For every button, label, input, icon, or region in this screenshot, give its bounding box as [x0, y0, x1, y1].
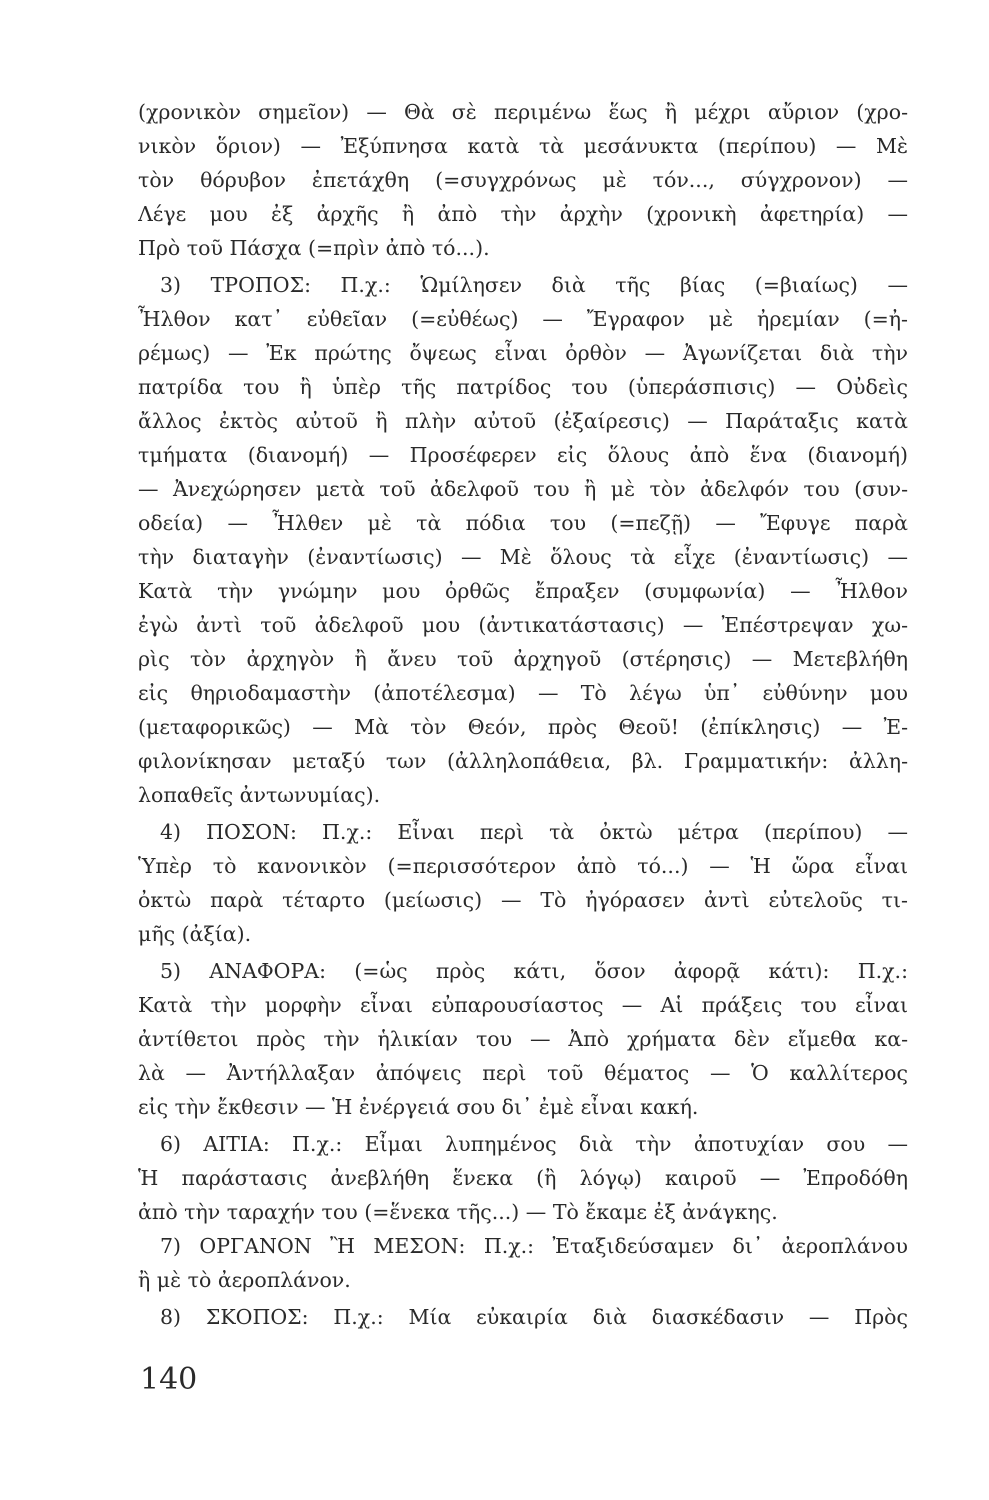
text-line: ἢ μὲ τὸ ἀεροπλάνον. [138, 1268, 351, 1292]
section-heading-line: 8) ΣΚΟΠΟΣ: Π.χ.: Μία εὐκαιρία διὰ διασκέδασιν — Πρὸς [160, 1305, 908, 1329]
text-line: πατρίδα του ἢ ὑπὲρ τῆς πατρίδος του (ὑπεράσπισις) — Οὐδεὶς [138, 375, 908, 399]
text-line: εἰς τὴν ἔκθεσιν — Ἡ ἐνέργειά σου δι᾽ ἐμὲ εἶναι κακή. [138, 1095, 699, 1119]
text-line: ἄλλος ἐκτὸς αὐτοῦ ἢ πλὴν αὐτοῦ (ἐξαίρεσις) — Παράταξις κατὰ [138, 409, 908, 433]
text-line: εἰς θηριοδαμαστὴν (ἀποτέλεσμα) — Τὸ λέγω ὑπ᾽ εὐθύνην μου [138, 681, 908, 705]
text-line: Κατὰ τὴν μορφὴν εἶναι εὐπαρουσίαστος — Αἱ πράξεις του εἶναι [138, 993, 908, 1017]
text-line: ἀντίθετοι πρὸς τὴν ἡλικίαν του — Ἀπὸ χρήματα δὲν εἴμεθα κα- [138, 1027, 908, 1051]
text-line: φιλονίκησαν μεταξύ των (ἀλληλοπάθεια, βλ. Γραμματικήν: ἀλλη- [138, 749, 908, 773]
section-heading-line: 3) ΤΡΟΠΟΣ: Π.χ.: Ὡμίλησεν διὰ τῆς βίας (=βιαίως) — [160, 273, 908, 297]
text-line: Ἡ παράστασις ἀνεβλήθη ἕνεκα (ἢ λόγῳ) καιροῦ — Ἐπροδόθη [138, 1166, 908, 1190]
text-line: μῆς (ἀξία). [138, 922, 252, 946]
text-line: τμήματα (διανομή) — Προσέφερεν εἰς ὅλους ἀπὸ ἕνα (διανομή) [138, 443, 908, 467]
text-line: Κατὰ τὴν γνώμην μου ὀρθῶς ἔπραξεν (συμφωνία) — Ἦλθον [138, 579, 908, 603]
text-line: λοπαθεῖς ἀντωνυμίας). [138, 783, 381, 807]
section-heading-line: 5) ΑΝΑΦΟΡΑ: (=ὡς πρὸς κάτι, ὅσον ἀφορᾷ κάτι): Π.χ.: [160, 959, 908, 983]
text-line: Πρὸ τοῦ Πάσχα (=πρὶν ἀπὸ τό...). [138, 236, 490, 260]
text-line: ἀπὸ τὴν ταραχήν του (=ἕνεκα τῆς...) — Τὸ ἔκαμε ἐξ ἀνάγκης. [138, 1200, 778, 1224]
text-line: — Ἀνεχώρησεν μετὰ τοῦ ἀδελφοῦ του ἢ μὲ τὸν ἀδελφόν του (συν- [138, 477, 908, 501]
text-line: (χρονικὸν σημεῖον) — Θὰ σὲ περιμένω ἕως ἢ μέχρι αὔριον (χρο- [138, 100, 908, 124]
page-number: 140 [140, 1362, 198, 1397]
text-line: Ἦλθον κατ᾽ εὐθεῖαν (=εὐθέως) — Ἔγραφον μὲ ἠρεμίαν (=ἠ- [138, 307, 908, 331]
text-line: τὴν διαταγὴν (ἐναντίωσις) — Μὲ ὅλους τὰ εἶχε (ἐναντίωσις) — [138, 545, 908, 569]
text-line: ὀκτὼ παρὰ τέταρτο (μείωσις) — Τὸ ἠγόρασεν ἀντὶ εὐτελοῦς τι- [138, 888, 908, 912]
section-heading-line: 7) ΟΡΓΑΝΟΝ Ἢ ΜΕΣΟΝ: Π.χ.: Ἐταξιδεύσαμεν δι᾽ ἀεροπλάνου [160, 1234, 908, 1258]
text-line: ρὶς τὸν ἀρχηγὸν ἢ ἄνευ τοῦ ἀρχηγοῦ (στέρησις) — Μετεβλήθη [138, 647, 908, 671]
text-line: ἐγὼ ἀντὶ τοῦ ἀδελφοῦ μου (ἀντικατάστασις) — Ἐπέστρεψαν χω- [138, 613, 908, 637]
text-line: (μεταφορικῶς) — Μὰ τὸν Θεόν, πρὸς Θεοῦ! (ἐπίκλησις) — Ἐ- [138, 715, 908, 739]
text-line: οδεία) — Ἦλθεν μὲ τὰ πόδια του (=πεζῇ) — Ἔφυγε παρὰ [138, 511, 908, 535]
text-line: Ὑπὲρ τὸ κανονικὸν (=περισσότερον ἀπὸ τό...) — Ἡ ὥρα εἶναι [138, 854, 908, 878]
text-line: λὰ — Ἀντήλλαξαν ἀπόψεις περὶ τοῦ θέματος — Ὁ καλλίτερος [138, 1061, 908, 1085]
text-line: Λέγε μου ἐξ ἀρχῆς ἢ ἀπὸ τὴν ἀρχὴν (χρονικὴ ἀφετηρία) — [138, 202, 908, 226]
section-heading-line: 6) ΑΙΤΙΑ: Π.χ.: Εἶμαι λυπημένος διὰ τὴν ἀποτυχίαν σου — [160, 1132, 908, 1156]
section-heading-line: 4) ΠΟΣΟΝ: Π.χ.: Εἶναι περὶ τὰ ὀκτὼ μέτρα (περίπου) — [160, 820, 908, 844]
text-line: τὸν θόρυβον ἐπετάχθη (=συγχρόνως μὲ τόν..., σύγχρονον) — [138, 168, 908, 192]
text-line: νικὸν ὅριον) — Ἐξύπνησα κατὰ τὰ μεσάνυκτα (περίπου) — Μὲ [138, 134, 908, 158]
text-line: ρέμως) — Ἐκ πρώτης ὄψεως εἶναι ὀρθὸν — Ἀγωνίζεται διὰ τὴν [138, 341, 908, 365]
